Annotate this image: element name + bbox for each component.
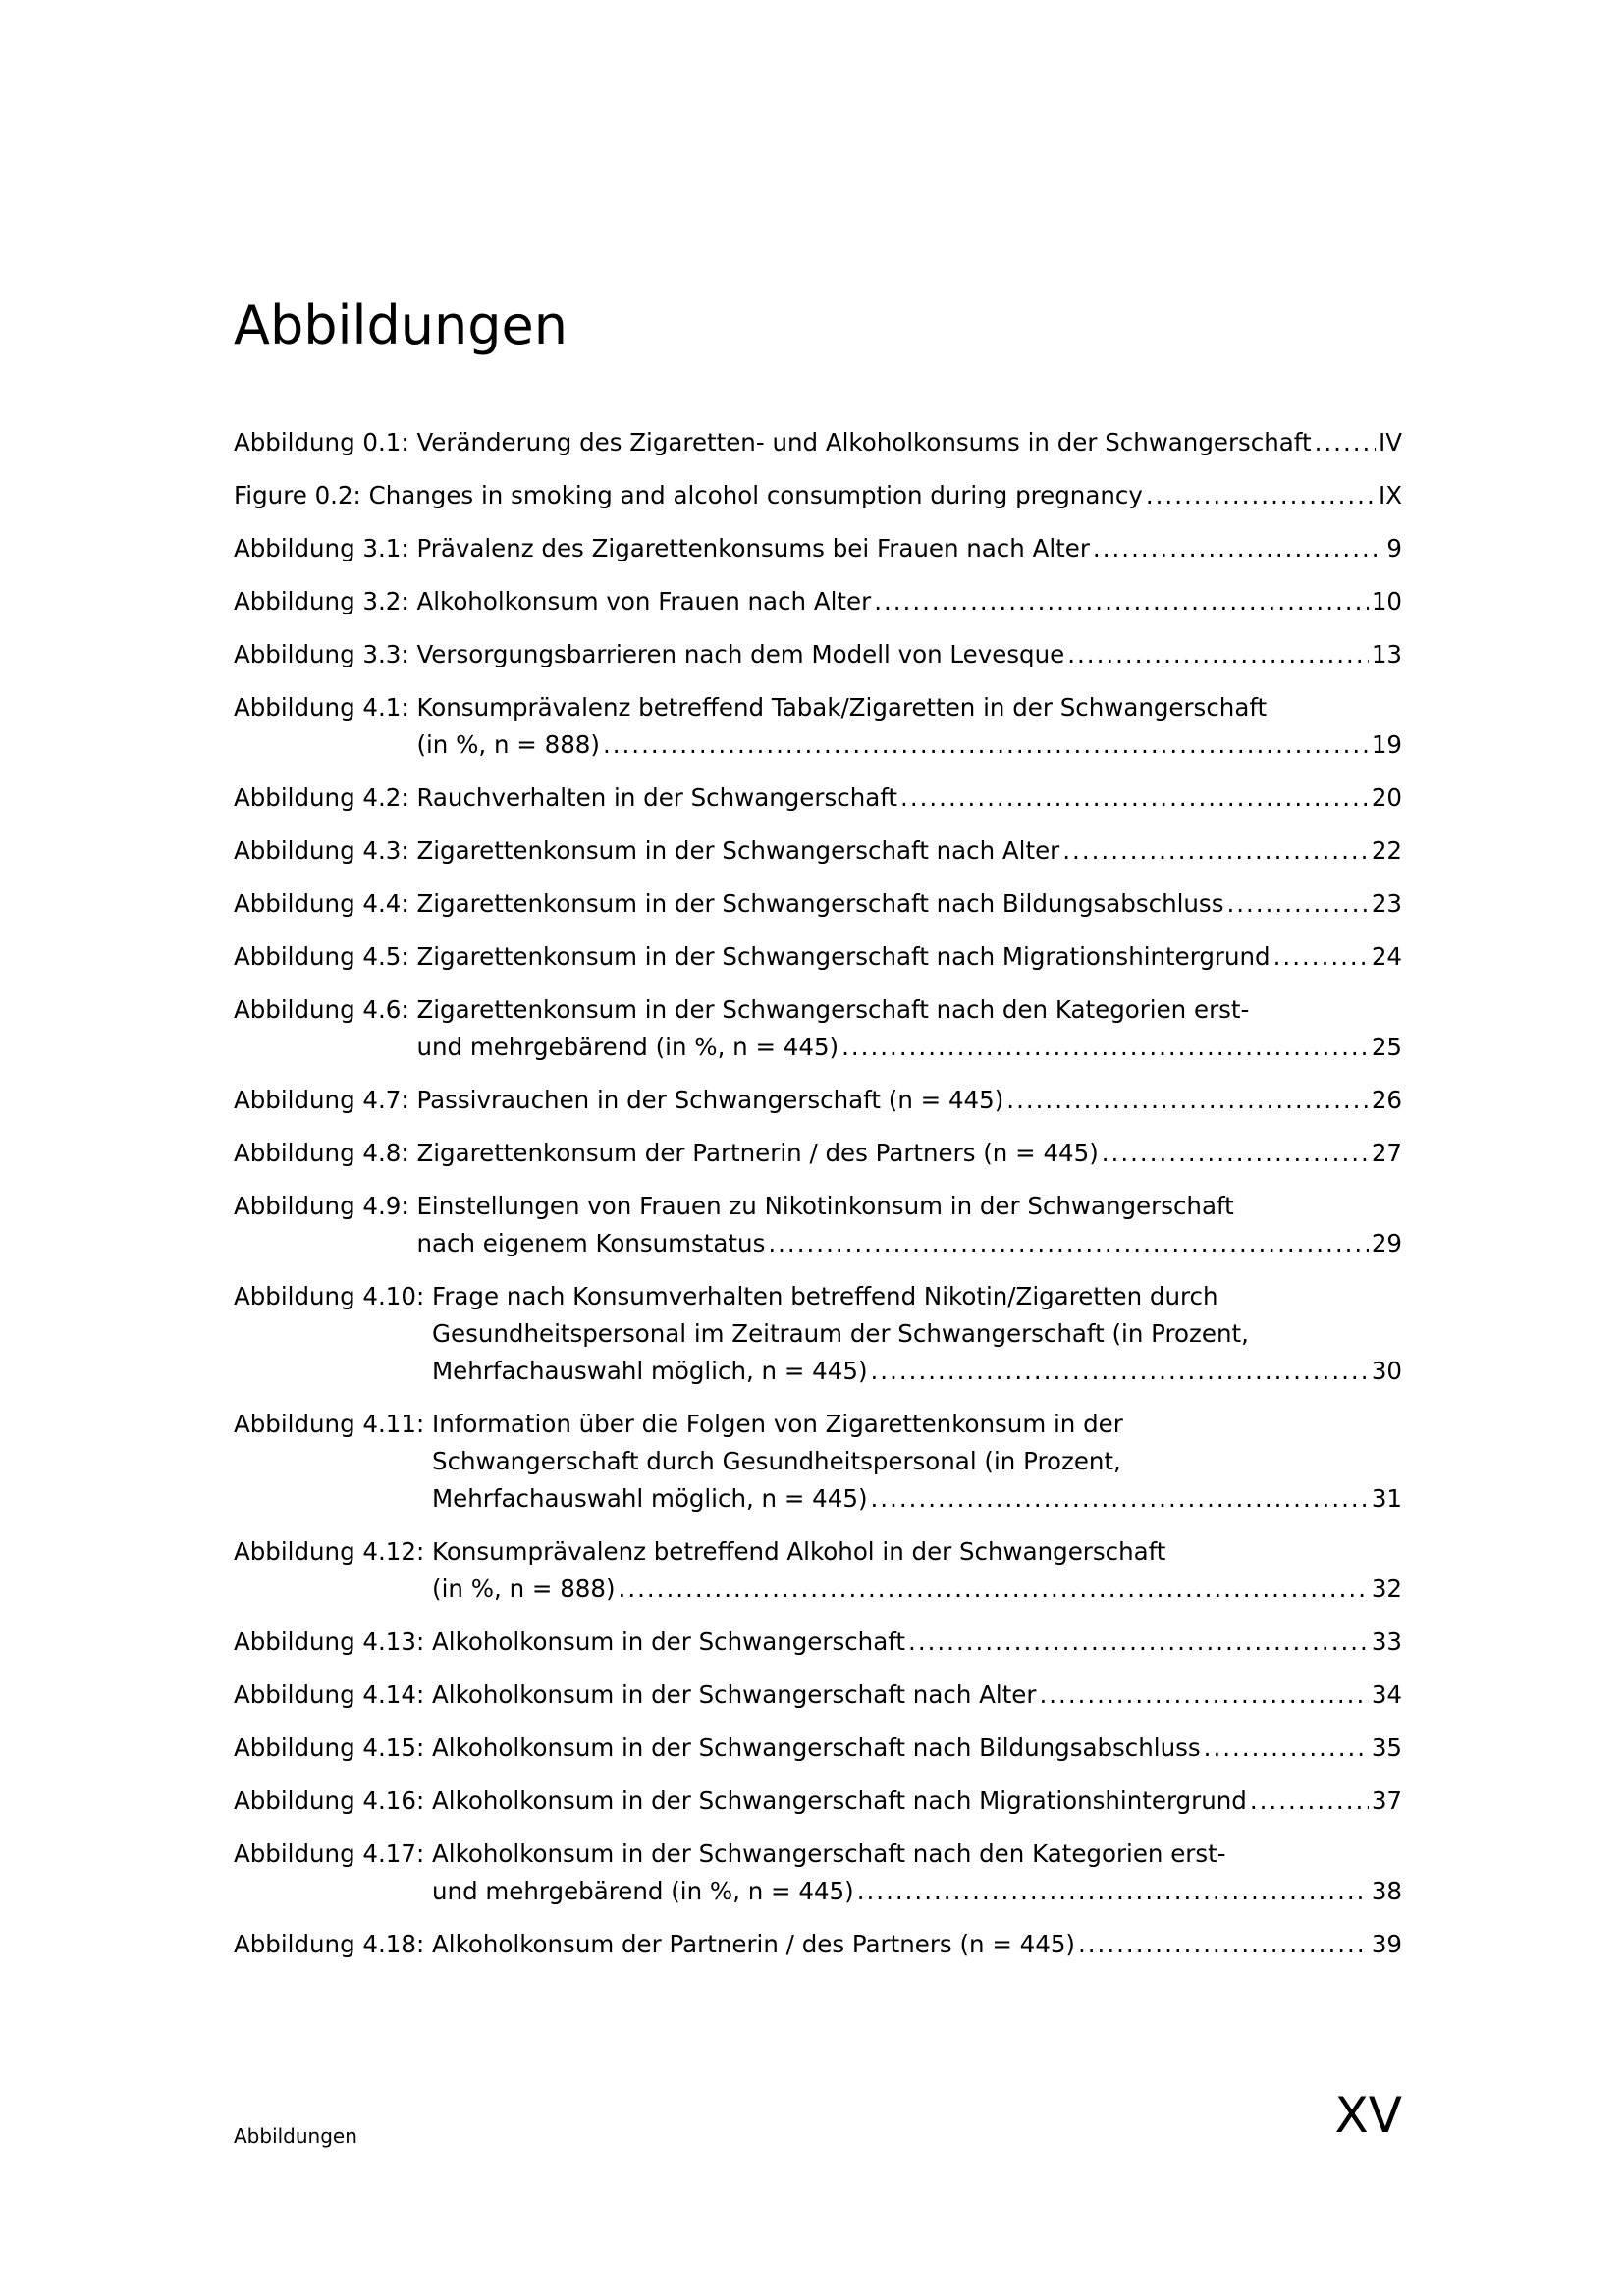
toc-entry[interactable]: [234, 1783, 1402, 1820]
toc-entry-title: Schwangerschaft durch Gesundheitspersonal (in Prozent,: [432, 1447, 1121, 1475]
running-footer: Abbildungen: [234, 2124, 357, 2148]
dot-leader: [871, 1353, 1369, 1390]
toc-entry-title: Alkoholkonsum von Frauen nach Alter: [416, 587, 872, 615]
toc-entry-label: Abbildung 4.7:: [234, 1086, 417, 1114]
toc-entry-title: Konsumprävalenz betreffend Alkohol in der Schwangerschaft: [432, 1537, 1166, 1566]
toc-entry[interactable]: [234, 530, 1402, 567]
toc-entry-page: 33: [1371, 1628, 1402, 1656]
toc-entry-title: Einstellungen von Frauen zu Nikotinkonsum in der Schwangerschaft: [416, 1192, 1234, 1220]
toc-entry-title: Rauchverhalten in der Schwangerschaft: [416, 783, 898, 812]
toc-entry-label: Abbildung 4.3:: [234, 836, 417, 865]
toc-entry-title: Zigarettenkonsum in der Schwangerschaft nach Migrationshintergrund: [416, 942, 1271, 971]
toc-entry-label: Abbildung 3.1:: [234, 534, 417, 562]
toc-entry-page: 30: [1371, 1357, 1402, 1385]
toc-entry-page: 25: [1371, 1033, 1402, 1061]
toc-entry[interactable]: [234, 1624, 1402, 1661]
toc-entry-title: Changes in smoking and alcohol consumption during pregnancy: [368, 481, 1143, 509]
toc-entry[interactable]: [234, 1730, 1402, 1767]
toc-entry-label: Abbildung 4.2:: [234, 783, 417, 812]
dot-leader: [1146, 477, 1376, 514]
dot-leader: [1250, 1783, 1369, 1820]
toc-entry-title: Alkoholkonsum in der Schwangerschaft nach Bildungsabschluss: [432, 1734, 1201, 1762]
toc-entry[interactable]: [234, 1406, 1402, 1518]
dot-leader: [1093, 530, 1383, 567]
dot-leader: [1067, 636, 1369, 673]
dot-leader: [857, 1873, 1369, 1910]
toc-entry-page: 13: [1371, 640, 1402, 668]
dot-leader: [908, 1624, 1369, 1661]
dot-leader: [1226, 885, 1368, 923]
toc-entry-page: 24: [1371, 942, 1402, 971]
toc-entry-label: Abbildung 4.5:: [234, 942, 417, 971]
dot-leader: [1102, 1135, 1369, 1172]
toc-entry-label: Abbildung 4.17:: [234, 1840, 433, 1868]
toc-entry-title: Alkoholkonsum in der Schwangerschaft nach Migrationshintergrund: [432, 1787, 1247, 1815]
toc-entry-label: Abbildung 4.15:: [234, 1734, 433, 1762]
dot-leader: [619, 1571, 1369, 1608]
toc-entry-page: IX: [1378, 481, 1402, 509]
toc-entry-title: Mehrfachauswahl möglich, n = 445): [432, 1357, 868, 1385]
toc-entry-label: Abbildung 4.13:: [234, 1628, 433, 1656]
toc-entry-page: 37: [1371, 1787, 1402, 1815]
toc-entry-page: 39: [1371, 1930, 1402, 1958]
toc-entry-label: Abbildung 4.11:: [234, 1410, 433, 1438]
toc-entry[interactable]: [234, 689, 1402, 764]
toc-entry-title: Passivrauchen in der Schwangerschaft (n = 445): [416, 1086, 1004, 1114]
toc-entry-page: 29: [1371, 1229, 1402, 1257]
toc-entry[interactable]: [234, 779, 1402, 817]
toc-entry-page: 22: [1371, 836, 1402, 865]
toc-entry[interactable]: [234, 636, 1402, 673]
dot-leader: [1078, 1926, 1369, 1963]
toc-entry[interactable]: [234, 885, 1402, 923]
dot-leader: [1315, 424, 1376, 461]
toc-entry-title: Alkoholkonsum in der Schwangerschaft: [432, 1628, 906, 1656]
toc-entry-title: (in %, n = 888): [432, 1575, 616, 1603]
toc-entry-label: Abbildung 4.10:: [234, 1282, 433, 1310]
dot-leader: [768, 1225, 1368, 1262]
toc-entry[interactable]: [234, 1278, 1402, 1390]
toc-entry-title: Alkoholkonsum in der Schwangerschaft nach Alter: [432, 1681, 1037, 1709]
toc-entry-label: Abbildung 3.3:: [234, 640, 417, 668]
toc-entry-page: 9: [1386, 534, 1402, 562]
toc-entry[interactable]: [234, 1135, 1402, 1172]
toc-entry-page: 26: [1371, 1086, 1402, 1114]
toc-entry-page: 10: [1371, 587, 1402, 615]
toc-entry-title: Alkoholkonsum in der Schwangerschaft nach den Kategorien erst-: [432, 1840, 1226, 1868]
toc-entry-label: Abbildung 4.18:: [234, 1930, 433, 1958]
dot-leader: [1273, 938, 1369, 976]
toc-entry-title: Zigarettenkonsum in der Schwangerschaft nach Alter: [416, 836, 1060, 865]
toc-entry-title: Konsumprävalenz betreffend Tabak/Zigaretten in der Schwangerschaft: [416, 693, 1268, 721]
dot-leader: [1006, 1082, 1369, 1119]
toc-entry[interactable]: [234, 1836, 1402, 1910]
toc-entry[interactable]: [234, 1926, 1402, 1963]
toc-entry[interactable]: [234, 477, 1402, 514]
toc-entry-title: Versorgungsbarrieren nach dem Modell von Levesque: [416, 640, 1065, 668]
dot-leader: [871, 1480, 1369, 1518]
toc-entry-title: nach eigenem Konsumstatus: [416, 1229, 766, 1257]
toc-entry-label: Figure 0.2:: [234, 481, 369, 509]
toc-entry[interactable]: [234, 424, 1402, 461]
toc-entry-title: Frage nach Konsumverhalten betreffend Nikotin/Zigaretten durch: [432, 1282, 1218, 1310]
toc-entry-page: 20: [1371, 783, 1402, 812]
toc-entry-label: Abbildung 4.1:: [234, 693, 417, 721]
toc-entry-page: 35: [1371, 1734, 1402, 1762]
toc-entry-title: (in %, n = 888): [416, 730, 600, 759]
toc-entry-title: Information über die Folgen von Zigarettenkonsum in der: [432, 1410, 1123, 1438]
toc-entry-page: 32: [1371, 1575, 1402, 1603]
toc-entry[interactable]: [234, 1188, 1402, 1262]
toc-entry-label: Abbildung 4.16:: [234, 1787, 433, 1815]
toc-entry-label: Abbildung 4.6:: [234, 995, 417, 1024]
dot-leader: [841, 1029, 1369, 1066]
toc-entry-page: 27: [1371, 1139, 1402, 1167]
toc-entry-title: Alkoholkonsum der Partnerin / des Partners (n = 445): [432, 1930, 1075, 1958]
toc-entry-label: Abbildung 4.14:: [234, 1681, 433, 1709]
toc-entry-page: 31: [1371, 1484, 1402, 1513]
dot-leader: [1039, 1677, 1368, 1714]
dot-leader: [1204, 1730, 1369, 1767]
toc-entry-page: 19: [1371, 730, 1402, 759]
page-number: XV: [1334, 2087, 1402, 2144]
dot-leader: [603, 726, 1369, 764]
toc-entry-page: IV: [1379, 428, 1402, 456]
toc-entry-title: Zigarettenkonsum in der Schwangerschaft nach den Kategorien erst-: [416, 995, 1250, 1024]
toc-entry[interactable]: [234, 583, 1402, 620]
toc-entry-label: Abbildung 4.8:: [234, 1139, 417, 1167]
toc-entry-title: Zigarettenkonsum in der Schwangerschaft nach Bildungsabschluss: [416, 889, 1224, 918]
toc-entry-label: Abbildung 0.1:: [234, 428, 417, 456]
dot-leader: [874, 583, 1369, 620]
toc-entry-label: Abbildung 4.12:: [234, 1537, 433, 1566]
toc-entry-title: und mehrgebärend (in %, n = 445): [416, 1033, 839, 1061]
toc-entry-page: 23: [1371, 889, 1402, 918]
toc-entry-label: Abbildung 4.4:: [234, 889, 417, 918]
toc-entry-page: 34: [1371, 1681, 1402, 1709]
toc-entry-title: und mehrgebärend (in %, n = 445): [432, 1877, 854, 1905]
figure-list: [234, 424, 1402, 1979]
toc-entry-label: Abbildung 3.2:: [234, 587, 417, 615]
toc-entry-title: Veränderung des Zigaretten- und Alkoholkonsums in der Schwangerschaft: [416, 428, 1312, 456]
toc-entry-label: Abbildung 4.9:: [234, 1192, 417, 1220]
toc-entry[interactable]: [234, 991, 1402, 1066]
toc-entry-title: Mehrfachauswahl möglich, n = 445): [432, 1484, 868, 1513]
dot-leader: [900, 779, 1369, 817]
toc-entry[interactable]: [234, 1082, 1402, 1119]
toc-entry[interactable]: [234, 832, 1402, 870]
toc-entry-page: 38: [1371, 1877, 1402, 1905]
dot-leader: [1062, 832, 1369, 870]
page-title: Abbildungen: [234, 294, 568, 356]
toc-entry[interactable]: [234, 1533, 1402, 1608]
toc-entry-title: Prävalenz des Zigarettenkonsums bei Frauen nach Alter: [416, 534, 1090, 562]
toc-entry[interactable]: [234, 1677, 1402, 1714]
toc-entry-title: Gesundheitspersonal im Zeitraum der Schwangerschaft (in Prozent,: [432, 1319, 1249, 1348]
toc-entry[interactable]: [234, 938, 1402, 976]
toc-entry-title: Zigarettenkonsum der Partnerin / des Partners (n = 445): [416, 1139, 1099, 1167]
